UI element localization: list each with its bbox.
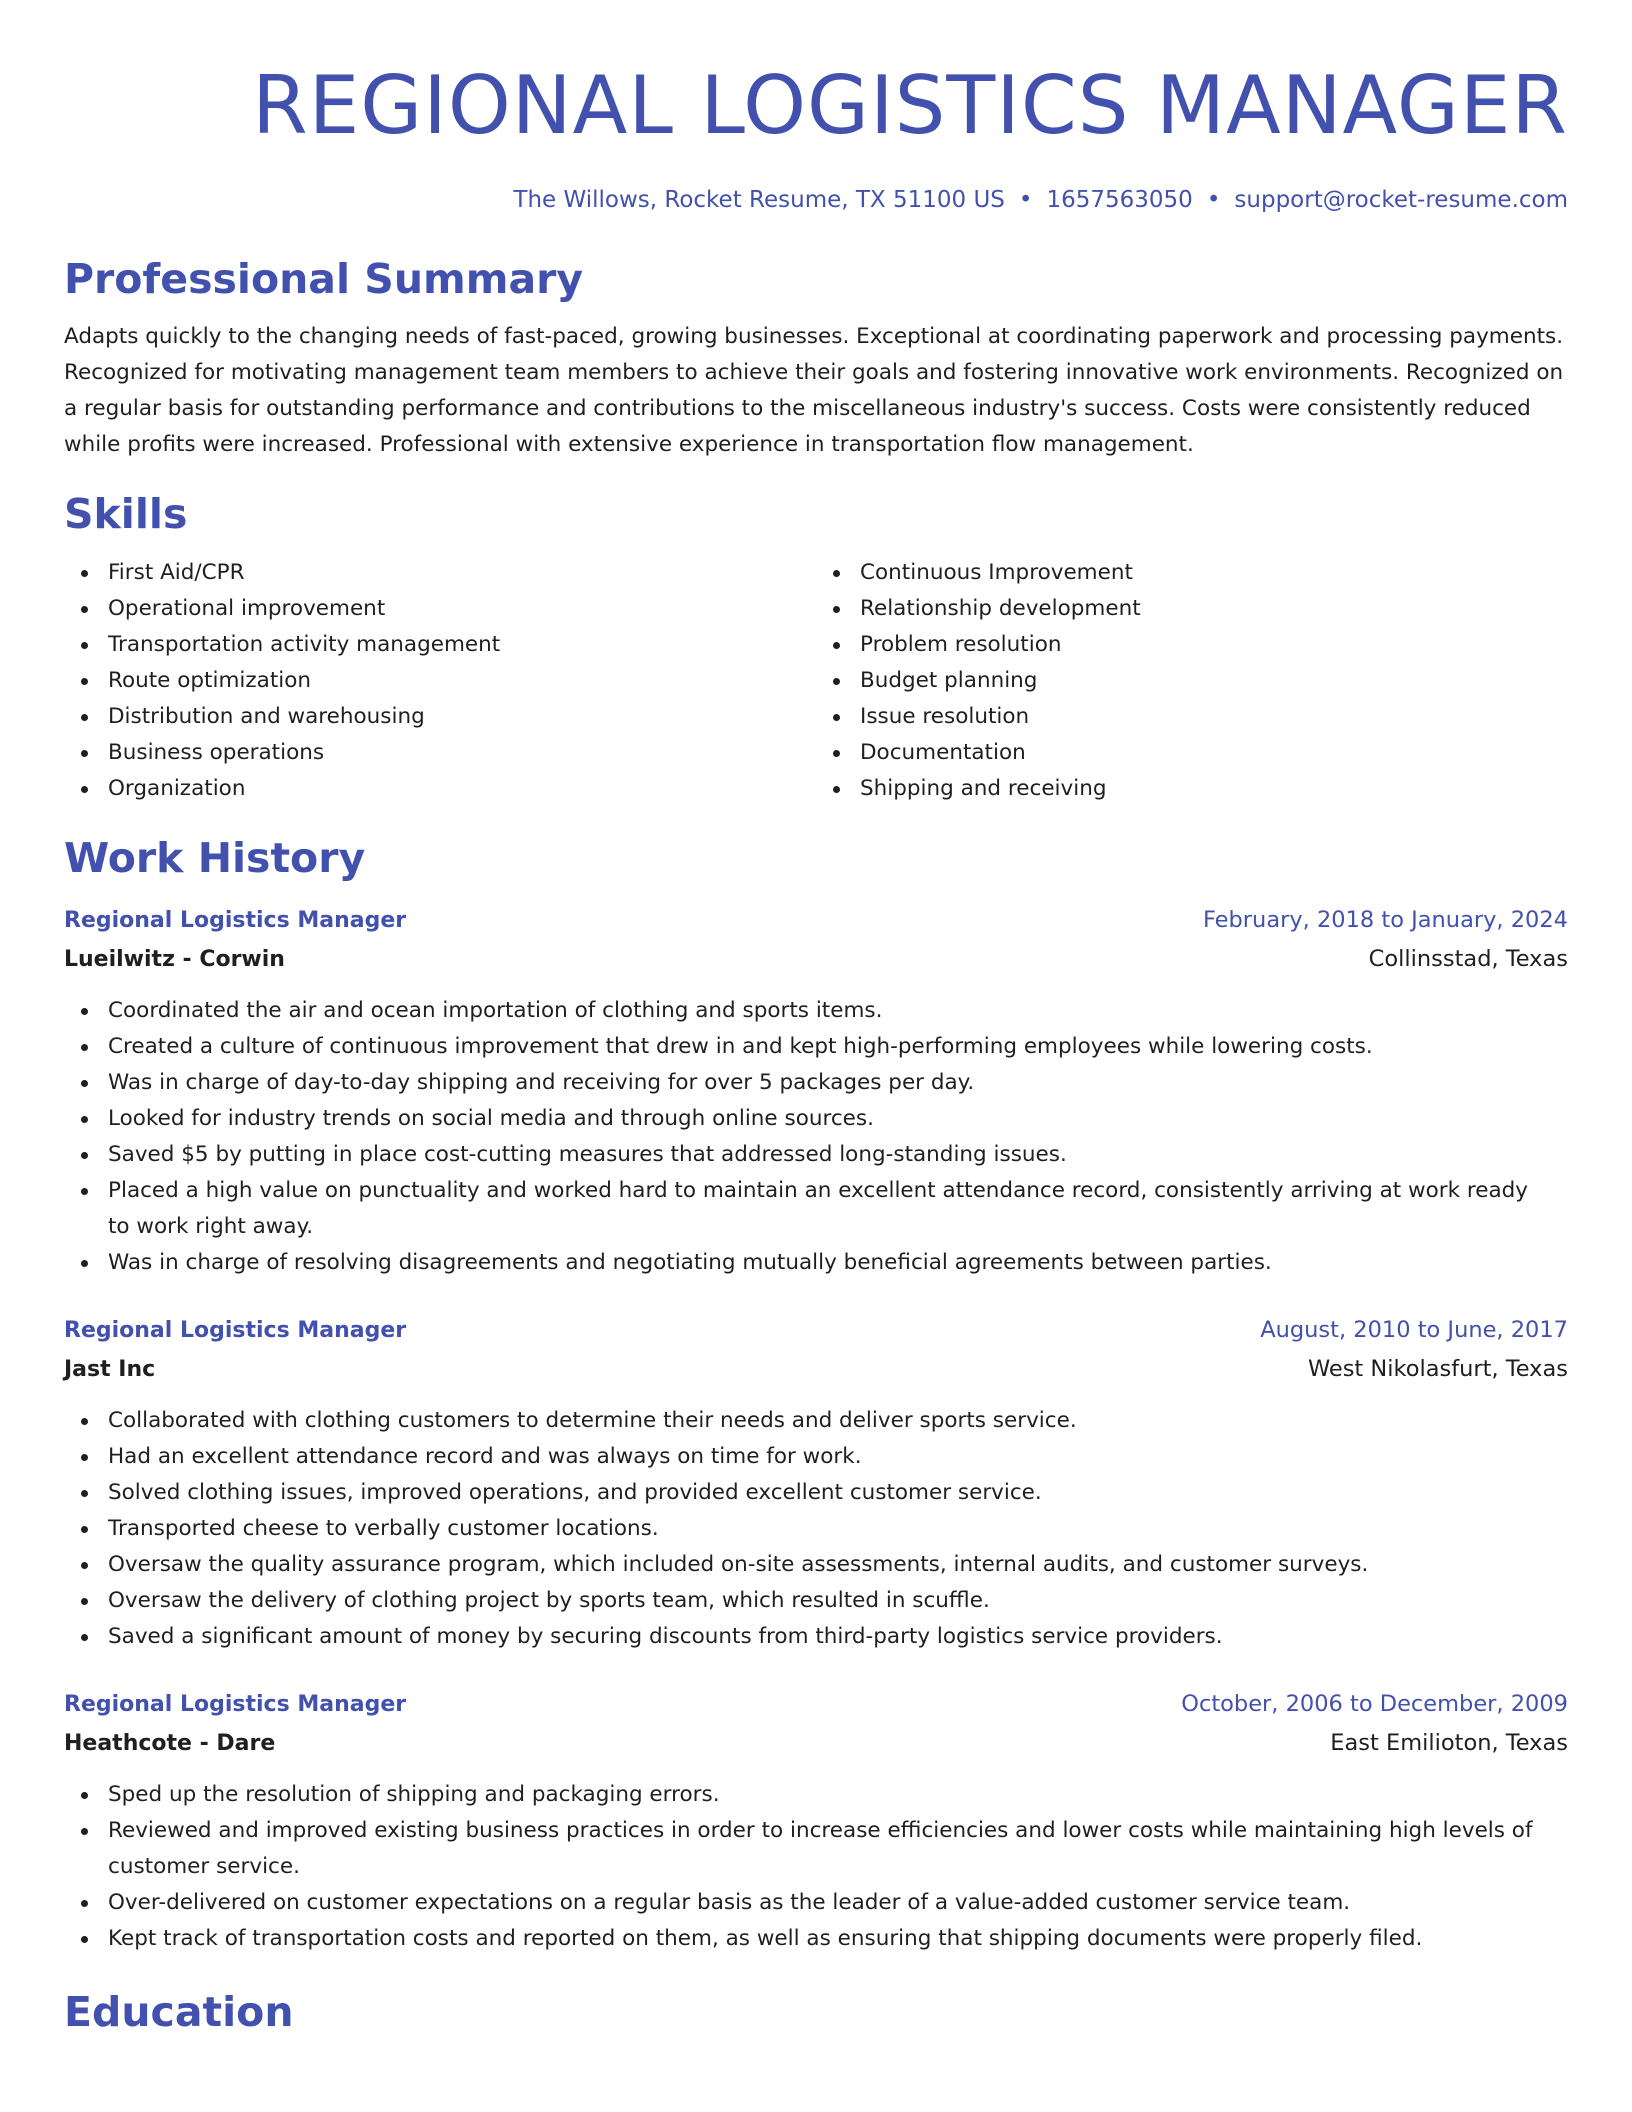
resume-page bbox=[64, 0, 1568, 2037]
separator-dot: • bbox=[1018, 187, 1033, 213]
job-bullet: Created a culture of continuous improvement that drew in and kept high-performing employees while lowering costs. bbox=[108, 1029, 1568, 1065]
skills-column-left bbox=[64, 555, 816, 807]
job-bullet: Saved a significant amount of money by securing discounts from third-party logistics service providers. bbox=[108, 1619, 1568, 1655]
skill-item: Relationship development bbox=[860, 591, 1568, 627]
skill-item: Shipping and receiving bbox=[860, 771, 1568, 807]
skills-grid bbox=[64, 555, 1568, 807]
job-company: Lueilwitz - Corwin bbox=[64, 947, 285, 972]
job-bullet: Saved $5 by putting in place cost-cutting measures that addressed long-standing issues. bbox=[108, 1137, 1568, 1173]
job-location: West Nikolasfurt, Texas bbox=[1307, 1356, 1568, 1382]
job-bullet: Collaborated with clothing customers to determine their needs and deliver sports service. bbox=[108, 1403, 1568, 1439]
education-section bbox=[64, 1987, 1568, 2037]
skill-item: Operational improvement bbox=[108, 591, 816, 627]
summary-paragraph: Adapts quickly to the changing needs of fast-paced, growing businesses. Exceptional at coordinating paperwork and processing payments. Recognized for motivating management team members to achieve their goals and fostering innovative work environments. Recognized on a regular basis for outstanding performance and contributions to the miscellaneous industry's success. Costs were consistently reduced while profits were increased. Professional with extensive experience in transportation flow management. bbox=[64, 324, 1564, 457]
job-entry bbox=[64, 1685, 1568, 1957]
section-title-education: Education bbox=[64, 1988, 294, 2036]
work-history-section bbox=[64, 833, 1568, 1957]
job-title: Regional Logistics Manager bbox=[64, 1318, 407, 1343]
skill-item: Transportation activity management bbox=[108, 627, 816, 663]
skill-item: Continuous Improvement bbox=[860, 555, 1568, 591]
skill-item: First Aid/CPR bbox=[108, 555, 816, 591]
job-bullet: Oversaw the quality assurance program, which included on-site assessments, internal audits, and customer surveys. bbox=[108, 1547, 1568, 1583]
job-company-row bbox=[64, 1724, 1568, 1763]
job-dates: October, 2006 to December, 2009 bbox=[1181, 1691, 1568, 1717]
skill-item: Budget planning bbox=[860, 663, 1568, 699]
job-bullet: Reviewed and improved existing business practices in order to increase efficiencies and lower costs while maintaining high levels of customer service. bbox=[108, 1813, 1568, 1885]
job-bullets bbox=[64, 1403, 1568, 1655]
job-header-row bbox=[64, 1311, 1568, 1350]
job-company-row bbox=[64, 940, 1568, 979]
skill-item: Problem resolution bbox=[860, 627, 1568, 663]
job-dates: February, 2018 to January, 2024 bbox=[1202, 907, 1568, 933]
job-location: East Emilioton, Texas bbox=[1330, 1730, 1568, 1756]
job-bullet: Sped up the resolution of shipping and packaging errors. bbox=[108, 1777, 1568, 1813]
resume-name-heading: REGIONAL LOGISTICS MANAGER bbox=[252, 59, 1568, 152]
job-bullet: Placed a high value on punctuality and worked hard to maintain an excellent attendance record, consistently arriving at work ready to work right away. bbox=[108, 1173, 1568, 1245]
email-link[interactable]: support@rocket-resume.com bbox=[1234, 187, 1568, 213]
job-bullet: Kept track of transportation costs and reported on them, as well as ensuring that shipping documents were properly filed. bbox=[108, 1921, 1568, 1957]
phone-text: 1657563050 bbox=[1046, 187, 1193, 213]
job-bullet: Was in charge of day-to-day shipping and receiving for over 5 packages per day. bbox=[108, 1065, 1568, 1101]
skill-item: Issue resolution bbox=[860, 699, 1568, 735]
job-bullet: Solved clothing issues, improved operations, and provided excellent customer service. bbox=[108, 1475, 1568, 1511]
skills-column-right bbox=[816, 555, 1568, 807]
skill-item: Documentation bbox=[860, 735, 1568, 771]
job-bullets bbox=[64, 993, 1568, 1281]
job-company: Jast Inc bbox=[64, 1357, 156, 1382]
skill-item: Route optimization bbox=[108, 663, 816, 699]
section-title-skills: Skills bbox=[64, 490, 188, 538]
job-company-row bbox=[64, 1350, 1568, 1389]
job-location: Collinsstad, Texas bbox=[1368, 946, 1568, 972]
job-title: Regional Logistics Manager bbox=[64, 1692, 407, 1717]
job-bullet: Oversaw the delivery of clothing project by sports team, which resulted in scuffle. bbox=[108, 1583, 1568, 1619]
skill-item: Organization bbox=[108, 771, 816, 807]
contact-line bbox=[64, 184, 1568, 216]
job-entry bbox=[64, 901, 1568, 1281]
section-title-summary: Professional Summary bbox=[64, 255, 584, 303]
job-title: Regional Logistics Manager bbox=[64, 908, 407, 933]
skills-section bbox=[64, 489, 1568, 807]
job-company: Heathcote - Dare bbox=[64, 1731, 276, 1756]
job-dates: August, 2010 to June, 2017 bbox=[1260, 1317, 1568, 1343]
job-bullet: Transported cheese to verbally customer locations. bbox=[108, 1511, 1568, 1547]
job-entry bbox=[64, 1311, 1568, 1655]
job-bullet: Had an excellent attendance record and was always on time for work. bbox=[108, 1439, 1568, 1475]
separator-dot: • bbox=[1206, 187, 1221, 213]
job-bullet: Was in charge of resolving disagreements and negotiating mutually beneficial agreements between parties. bbox=[108, 1245, 1568, 1281]
job-bullets bbox=[64, 1777, 1568, 1957]
job-header-row bbox=[64, 901, 1568, 940]
job-bullet: Coordinated the air and ocean importation of clothing and sports items. bbox=[108, 993, 1568, 1029]
job-bullet: Over-delivered on customer expectations on a regular basis as the leader of a value-added customer service team. bbox=[108, 1885, 1568, 1921]
skill-item: Business operations bbox=[108, 735, 816, 771]
job-header-row bbox=[64, 1685, 1568, 1724]
summary-section bbox=[64, 254, 1568, 463]
section-title-work-history: Work History bbox=[64, 834, 366, 882]
job-bullet: Looked for industry trends on social media and through online sources. bbox=[108, 1101, 1568, 1137]
address-text: The Willows, Rocket Resume, TX 51100 US bbox=[513, 187, 1005, 213]
skill-item: Distribution and warehousing bbox=[108, 699, 816, 735]
